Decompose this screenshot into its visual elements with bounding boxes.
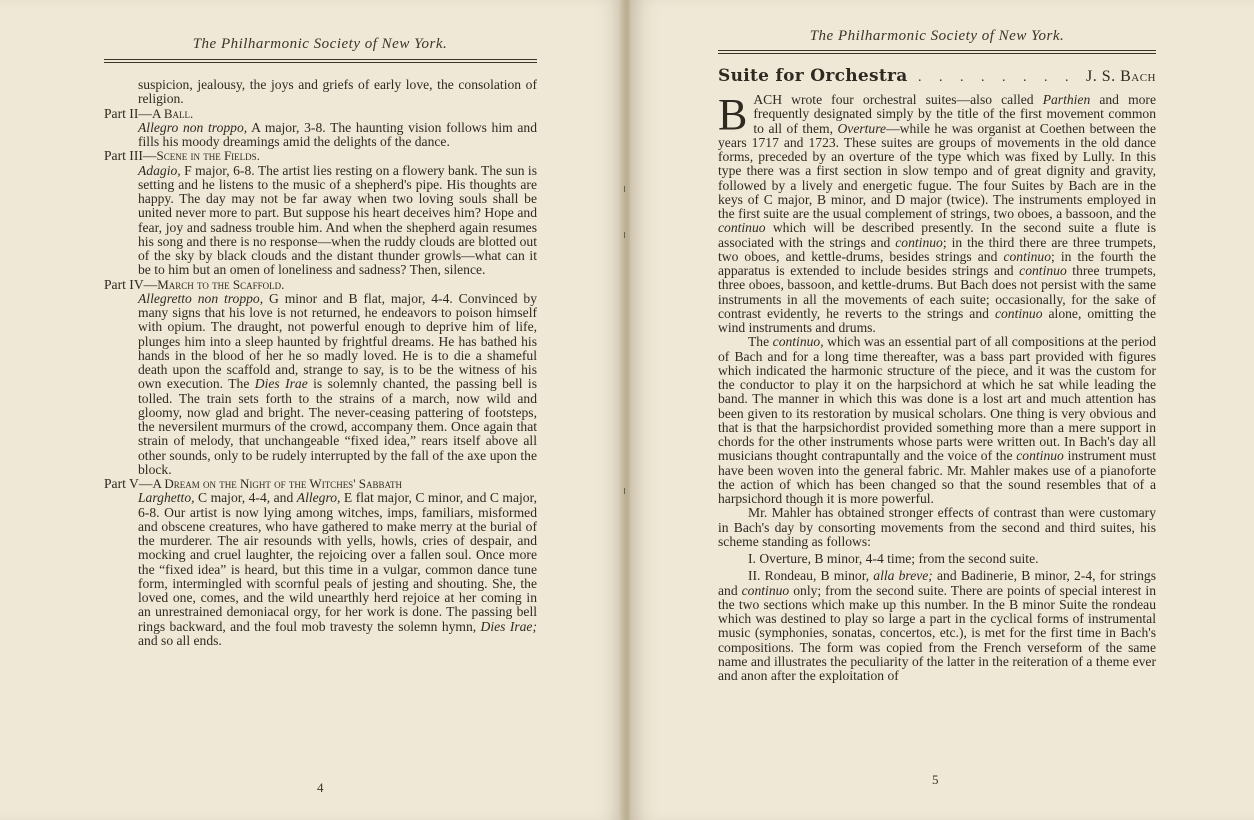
right-paragraph-1: BACH wrote four orchestral suites—also called Parthien and more frequently designated simply by the title of the first movement common to all of them, Overture—while he was organist at Coethen between the years 1717 and 1723. These suites are groups of movements in the old dance forms, preceded by an overture of the type which was fixed by Lully. In this type there was a first section in slow tempo and of great dignity and gravity, followed by a lively and energetic fugue. The four Suites by Bach are in the keys of C major, B minor, and D major (twice). The instruments employed in the first suite are the usual complement of strings, two oboes, a bassoon, and the continuo which will be described presently. In the second suite a flute is associated with the strings and continuo; in the third there are three trumpets, two oboes, and kettle-drums, besides strings and continuo; in the fourth the apparatus is extended to include besides strings and continuo three trumpets, three oboes, bassoon, and kettle-drums. But Bach does not persist with the same instruments in all the movements of each suite; occasionally, for the sake of contrast evidently, he reverts to the strings and continuo alone, omitting the wind instruments and drums. (718, 90, 1157, 335)
left-page-number: 4 (317, 780, 324, 795)
right-running-head: The Philharmonic Society of New York. (809, 28, 1065, 44)
section-title: Suite for Orchestra (718, 66, 908, 86)
margin-mark (624, 186, 625, 192)
right-paragraph-2: The continuo, which was an essential part of all compositions at the period of Bach and for a long time thereafter, was a bass part provided with figures which indicated the harmonic structure of the piece, and it was the custom for the conductor to play it on the harpsichord at which he sat while leading the band. The manner in which this was done is a lost art and much attention has been given to its restoration by musical scholars. One thing is very obvious and that is that the harpsichordist provided something more than a mere support in chords for the other instruments whose parts were written out. In Bach's day all musicians thought contrapuntally and the voice of the continuo instrument must have been woven into the general fabric. Mr. Mahler makes use of a pianoforte the action of which has been changed so that the sound resembles that of a harpsichord though it is more powerful. (718, 334, 1156, 506)
left-header-rule (104, 59, 537, 63)
part-iii-paragraph: Adagio, F major, 6-8. The artist lies resting on a flowery bank. The sun is setting and he listens to the music of a shepherd's pipe. His thoughts are happy. The day may not be far away when two loving souls shall be united never more to part. But suppose his heart deceives him? Hope and fear, joy and sadness trouble him. And when the shepherd again resumes his song and there is no response—when the ruddy clouds are blotted out of the sky by black clouds and the distant thunder growls—what can it be to him but an omen of loneliness and sadness? Then, silence. (138, 162, 537, 278)
part-iii-heading: Part III—Scene in the Fields. (104, 148, 260, 164)
list-item-2: II. Rondeau, B minor, alla breve; and Badinerie, B minor, 2-4, for strings and continuo only; from the second suite. There are points of special interest in the two sections which make up this number. In the B minor Suite the rondeau which was destined to play so large a part in the cyclical forms of instrumental music (symphonies, sonatas, concertos, etc.), is met for the first time in Bach's compositions. The form was copied from the French verseform of the same name and illustrates the peculiarity of the latter in the reiteration of a theme ever and anon after the exploitation of (718, 568, 1156, 683)
margin-mark (624, 488, 625, 494)
part-ii-heading: Part II—A Ball. (104, 105, 194, 121)
left-page (0, 0, 624, 820)
drop-cap: B (718, 90, 748, 139)
margin-mark (624, 232, 625, 238)
list-item-1: I. Overture, B minor, 4-4 time; from the second suite. (748, 551, 1039, 566)
right-text-column (718, 90, 1157, 683)
part-iv-heading: Part IV—March to the Scaffold. (104, 276, 285, 292)
composer-name: J. S. Bach (1085, 68, 1156, 85)
part-ii-paragraph: Allegro non troppo, A major, 3-8. The haunting vision follows him and fills his moody dreamings amid the delights of the dance. (138, 119, 538, 149)
right-page-number: 5 (932, 772, 939, 787)
right-paragraph-3: Mr. Mahler has obtained stronger effects of contrast than were customary in Bach's day by consorting movements from the second and third suites, his scheme standing as follows: (718, 505, 1156, 549)
left-intro-paragraph: suspicion, jealousy, the joys and griefs of early love, the consolation of religion. (138, 77, 537, 107)
section-title-line (718, 66, 1156, 88)
part-v-heading: Part V—A Dream on the Night of the Witches' Sabbath (104, 476, 403, 491)
part-v-paragraph: Larghetto, C major, 4-4, and Allegro, E flat major, C minor, and C major, 6-8. Our artist is now lying among witches, imps, familiars, misformed and obscene creatures, who have gathered to make merry at the burial of the murderer. The air resounds with yells, howls, cries of despair, and mocking and cruel laughter, the rejoicing over a fallen soul. Once more the “fixed idea” is heard, but this time in a vulgar, common dance tune form, intermingled with scornful peals of jesting and shouting. She, the loved one, comes, and the wild unearthly herd rejoice at her coming in an unrestrained demoniacal orgy, for her work is done. The passing bell rings backward, and the foul mob travesty the solemn hymn, Dies Irae; and so all ends. (138, 490, 537, 648)
part-iv-paragraph: Allegretto non troppo, G minor and B flat, major, 4-4. Convinced by many signs that his love is not returned, he endeavors to poison himself with opium. The draught, not powerful enough to deprive him of life, plunges him into a sleep haunted by frightful dreams. He has bathed his hands in the blood of her he so madly loved. He is to die a shameful death upon the scaffold and, strange to say, is to be the witness of his own execution. The Dies Irae is solemnly chanted, the passing bell is tolled. The train sets forth to the strains of a march, now wild and gloomy, now glad and bright. The never-ceasing pattering of footsteps, the neversilent murmurs of the crowd, accompany them. Once again that strain of melody, that unchangeable “fixed idea,” rears itself above all other sounds, only to be rudely interrupted by the fall of the axe upon the block. (138, 290, 537, 477)
left-running-head: The Philharmonic Society of New York. (192, 36, 448, 52)
leader-dots: . . . . . . . . (918, 70, 1076, 85)
left-text-column (104, 78, 537, 648)
right-header-rule (718, 50, 1156, 54)
